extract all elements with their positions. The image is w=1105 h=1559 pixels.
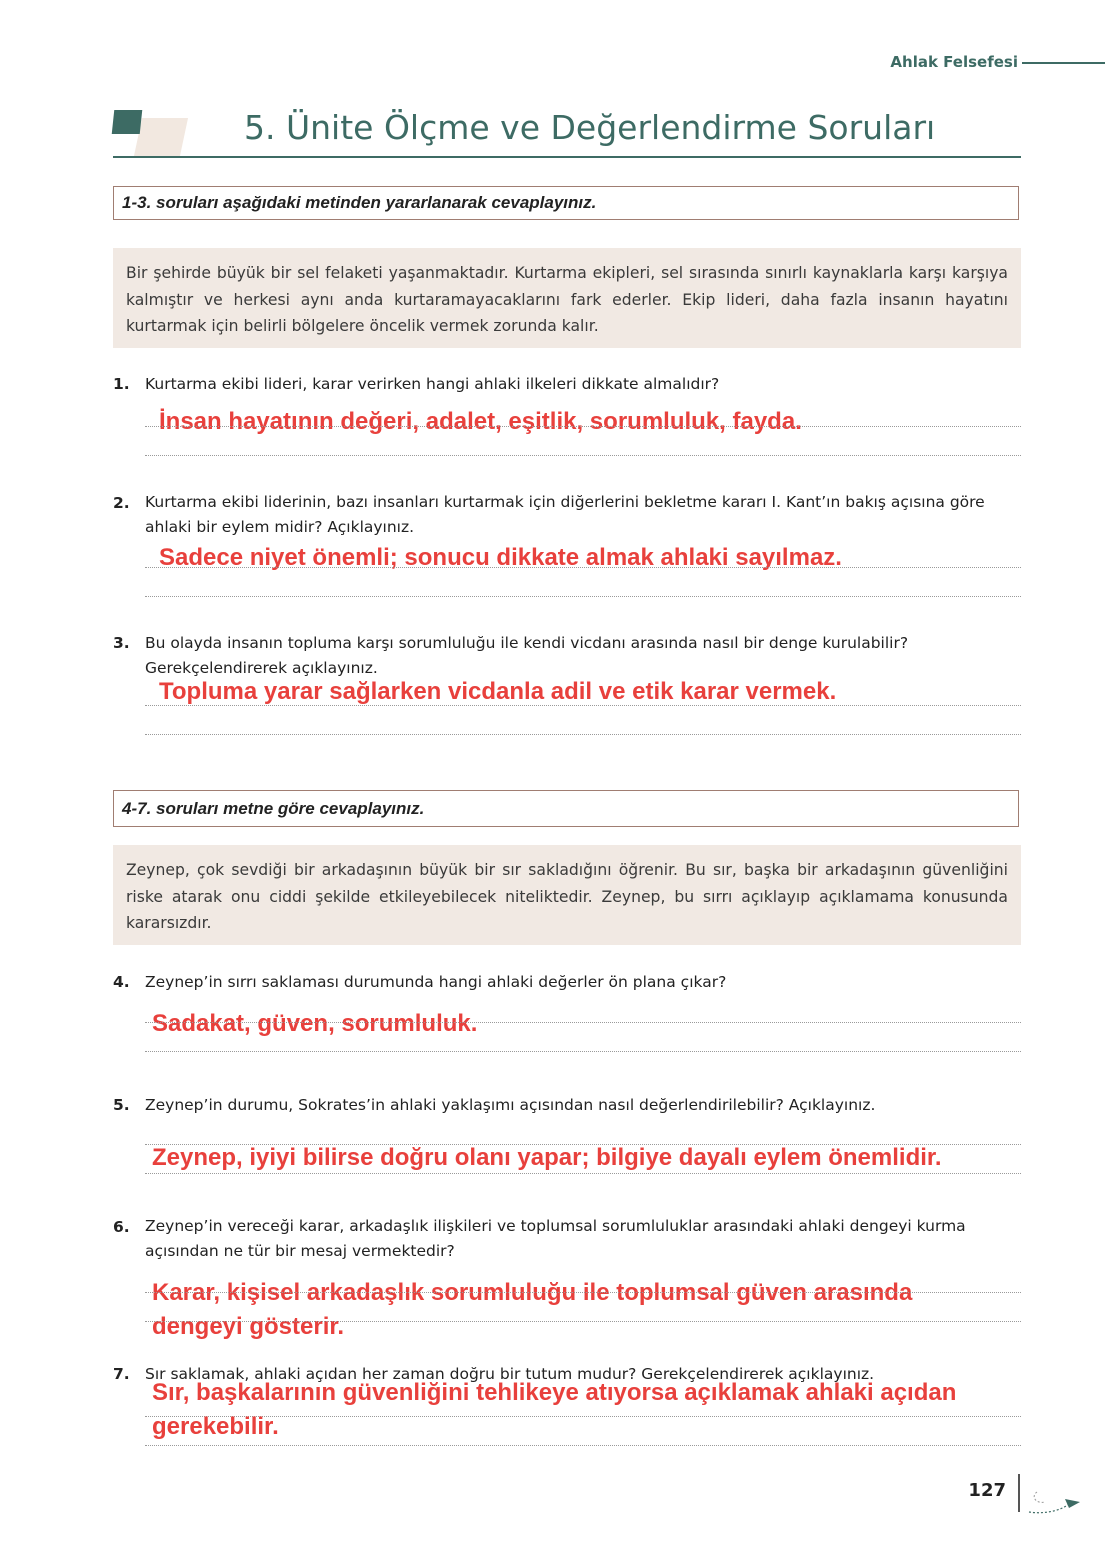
answer-line [145,1022,1021,1023]
answer-2: Sadece niyet önemli; sonucu dikkate almak ahlaki sayılmaz. [159,544,842,571]
page-number-divider [1018,1474,1020,1512]
question-number-3: 3. [113,634,130,652]
title-rule [113,156,1021,158]
question-number-1: 1. [113,375,130,393]
title-square-icon [112,110,143,134]
footer-arrow-icon [1025,1490,1085,1516]
question-text-6: Zeynep’in vereceği karar, arkadaşlık ilişkileri ve toplumsal sorumluluklar arasındaki ahlaki dengeyi kurma açısından ne tür bir mesaj vermektedir? [145,1217,966,1260]
answer-line [145,705,1021,706]
answer-line [145,455,1021,456]
answer-line [145,1321,1021,1322]
question-text-4: Zeynep’in sırrı saklaması durumunda hangi ahlaki değerler ön plana çıkar? [145,973,727,991]
question-text-1: Kurtarma ekibi lideri, karar verirken hangi ahlaki ilkeleri dikkate almalıdır? [145,375,720,393]
answer-7-line2: gerekebilir. [152,1413,279,1440]
question-number-4: 4. [113,973,130,991]
answer-4: Sadakat, güven, sorumluluk. [152,1010,478,1037]
question-text-7: Sır saklamak, ahlaki açıdan her zaman doğru bir tutum mudur? Gerekçelendirerek açıklayınız. [145,1365,875,1383]
answer-line [145,426,1021,427]
answer-6-line1: Karar, kişisel arkadaşlık sorumluluğu ile toplumsal güven arasında [152,1279,913,1306]
question-number-6: 6. [113,1218,130,1236]
answer-line [145,1173,1021,1174]
answer-line [145,567,1021,568]
answer-5: Zeynep, iyiyi bilirse doğru olanı yapar; bilgiye dayalı eylem önemlidir. [152,1144,942,1171]
question-number-7: 7. [113,1365,130,1383]
instruction-box-2: 4-7. soruları metne göre cevaplayınız. [113,790,1019,827]
answer-line [145,1292,1021,1293]
page-title: 5. Ünite Ölçme ve Değerlendirme Soruları [244,108,936,147]
question-number-5: 5. [113,1096,130,1114]
question-text-3: Bu olayda insanın topluma karşı sorumluluğu ile kendi vicdanı arasında nasıl bir denge kurulabilir? Gerekçelendirerek açıklayınız. [145,634,909,677]
answer-line [145,734,1021,735]
answer-line [145,596,1021,597]
question-number-2: 2. [113,494,130,512]
question-text-5: Zeynep’in durumu, Sokrates’in ahlaki yaklaşımı açısından nasıl değerlendirilebilir? Açıklayınız. [145,1096,876,1114]
section-header: Ahlak Felsefesi [890,53,1018,71]
header-rule [1022,62,1105,64]
answer-6-line2: dengeyi gösterir. [152,1313,345,1340]
answer-line [145,1051,1021,1052]
passage-box-1: Bir şehirde büyük bir sel felaketi yaşanmaktadır. Kurtarma ekipleri, sel sırasında sınırlı kaynaklarla karşı karşıya kalmıştır ve herkesi aynı anda kurtaramayacaklarını fark ederler. Ekip lideri, daha fazla insanın hayatını kurtarmak için belirli bölgelere öncelik vermek zorunda kalır. [113,248,1021,348]
passage-box-2: Zeynep, çok sevdiği bir arkadaşının büyük bir sır sakladığını öğrenir. Bu sır, başka bir arkadaşının güvenliğini riske atarak onu ciddi şekilde etkileyebilecek niteliktedir. Zeynep, bu sırrı açıklayıp açıklamama konusunda kararsızdır. [113,845,1021,945]
answer-3: Topluma yarar sağlarken vicdanla adil ve etik karar vermek. [159,678,837,705]
answer-1: İnsan hayatının değeri, adalet, eşitlik, sorumluluk, fayda. [159,408,802,435]
page-number: 127 [968,1480,1006,1501]
answer-line [145,1445,1021,1446]
question-text-2: Kurtarma ekibi liderinin, bazı insanları kurtarmak için diğerlerini bekletme kararı I. Kant’ın bakış açısına göre ahlaki bir eylem midir? Açıklayınız. [145,493,985,536]
instruction-box-1: 1-3. soruları aşağıdaki metinden yararlanarak cevaplayınız. [113,186,1019,220]
answer-7-line1: Sır, başkalarının güvenliğini tehlikeye atıyorsa açıklamak ahlaki açıdan [152,1379,957,1406]
